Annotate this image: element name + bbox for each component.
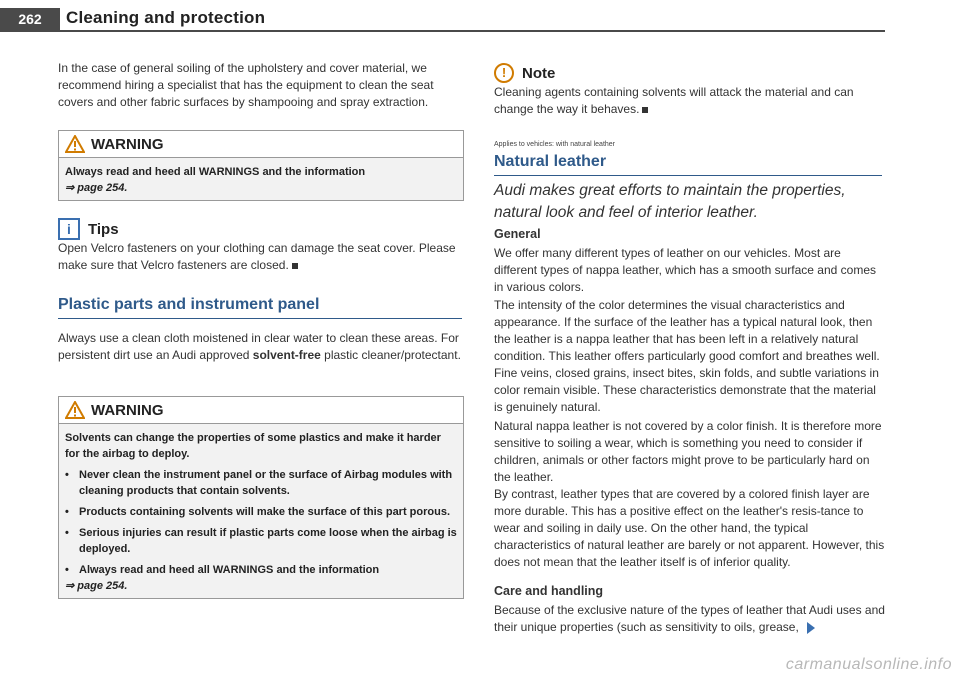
bullet-icon: •: [65, 564, 69, 576]
plastic-text-a: Always use a clean cloth moistened in clear water to clean these areas. For persistent dirt use an Audi approved: [58, 331, 459, 362]
note-text: [494, 84, 886, 118]
bullet-icon: •: [65, 506, 69, 518]
warning-lead-2: Solvents can change the properties of some plastics and make it harder for the airbag to deploy.: [65, 432, 441, 460]
section-title-leather: Natural leather: [494, 153, 607, 170]
info-icon: i: [58, 218, 80, 240]
warning-bullet: [65, 525, 457, 557]
tips-header: [58, 218, 119, 240]
leather-intro: Audi makes great efforts to maintain the properties, natural look and feel of interior leather.: [494, 182, 846, 221]
warning-triangle-icon: [65, 401, 85, 419]
bullet-text: Products containing solvents will make the surface of this part porous.: [79, 506, 451, 518]
plastic-paragraph: [58, 330, 463, 364]
end-of-section-icon: [292, 263, 298, 269]
chapter-title: Cleaning and protection: [66, 8, 266, 27]
tips-body: Open Velcro fasteners on your clothing can damage the seat cover. Please make sure that Velcro fasteners are closed.: [58, 241, 456, 272]
note-title: Note: [522, 64, 556, 82]
bullet-text: Always read and heed all WARNINGS and the information: [79, 564, 380, 576]
watermark: carmanualsonline.info: [785, 656, 952, 673]
warning-bullet: [65, 562, 457, 578]
warning-bullet: [65, 467, 457, 499]
leather-paragraph-1: We offer many different types of leather on our vehicles. Most are different types of nappa leather, which has a smooth surface and comes in various colors.: [494, 246, 877, 294]
note-body: Cleaning agents containing solvents will attack the material and can change the way it behaves.: [494, 85, 854, 116]
continue-arrow-icon: [807, 622, 815, 634]
bullet-icon: •: [65, 527, 69, 539]
header-divider: [0, 30, 885, 32]
warning-bullet: [65, 504, 457, 520]
note-header: [494, 63, 555, 83]
page-header: [0, 0, 960, 32]
warning-title-1: WARNING: [91, 135, 164, 153]
bullet-text: Serious injuries can result if plastic parts come loose when the airbag is deployed.: [79, 527, 457, 555]
end-of-section-icon: [642, 107, 648, 113]
tips-text: [58, 240, 463, 274]
subheading-care: Care and handling: [494, 584, 604, 598]
plastic-text-b: plastic cleaner/protectant.: [320, 348, 461, 362]
leather-paragraph-4: By contrast, leather types that are covered by a colored finish layer are more durable. This has a positive effect on the leather's resis-tance to wear and soiling in daily use. On the other hand, the typical characteristics of natural leather are barely or not apparent. However, this does not mean that the leather itself is of inferior quality.: [494, 487, 885, 569]
section-divider-leather: [494, 175, 882, 176]
page-reference-link[interactable]: ⇒ page 254.: [65, 182, 128, 194]
leather-paragraph-3: Natural nappa leather is not covered by a color finish. It is therefore more sensitive to soiling a wear, which is something you need to consider if children, animals or other factors might prove to be particularly hard on the leather.: [494, 419, 882, 484]
leather-paragraph-5: [494, 602, 886, 636]
warning-triangle-icon: [65, 135, 85, 153]
warning-text-1: Always read and heed all WARNINGS and the information: [65, 166, 366, 178]
warning-header-2: [59, 397, 463, 424]
section-title-plastic: Plastic parts and instrument panel: [58, 296, 320, 313]
bullet-text: Never clean the instrument panel or the surface of Airbag modules with cleaning products that contain solvents.: [79, 469, 453, 497]
section-divider-plastic: [58, 318, 462, 319]
page-reference-link[interactable]: ⇒ page 254.: [65, 580, 128, 592]
page-number: 262: [0, 8, 60, 30]
warning-box-1: [58, 130, 464, 201]
care-text: Because of the exclusive nature of the types of leather that Audi uses and their unique properties (such as sensitivity to oils, grease,: [494, 603, 885, 634]
applies-to-label: Applies to vehicles: with natural leather: [494, 141, 616, 148]
warning-body-1: [59, 158, 463, 200]
intro-paragraph: In the case of general soiling of the upholstery and cover material, we recommend hiring a specialist that has the equipment to clean the seat covers and other fabric surfaces by shampooing and spray extraction.: [58, 61, 434, 109]
subheading-general: General: [494, 227, 541, 241]
plastic-text-bold: solvent-free: [252, 348, 321, 362]
leather-paragraph-2: The intensity of the color determines the visual characteristics and appearance. If the surface of the leather has a typical natural look, then the leather is a nappa leather that has been left in a relatively natural condition. This leather offers particularly good comfort and breathes well. Fine veins, closed grains, insect bites, skin folds, and subtle variations in color remain visible. These characteristics demonstrate that the material is genuinely natural.: [494, 298, 880, 414]
bullet-icon: •: [65, 469, 69, 481]
warning-title-2: WARNING: [91, 401, 164, 419]
tips-title: Tips: [88, 220, 119, 238]
warning-header-1: [59, 131, 463, 158]
warning-box-2: [58, 396, 464, 599]
exclamation-circle-icon: !: [494, 63, 514, 83]
warning-body-2: [59, 424, 463, 598]
